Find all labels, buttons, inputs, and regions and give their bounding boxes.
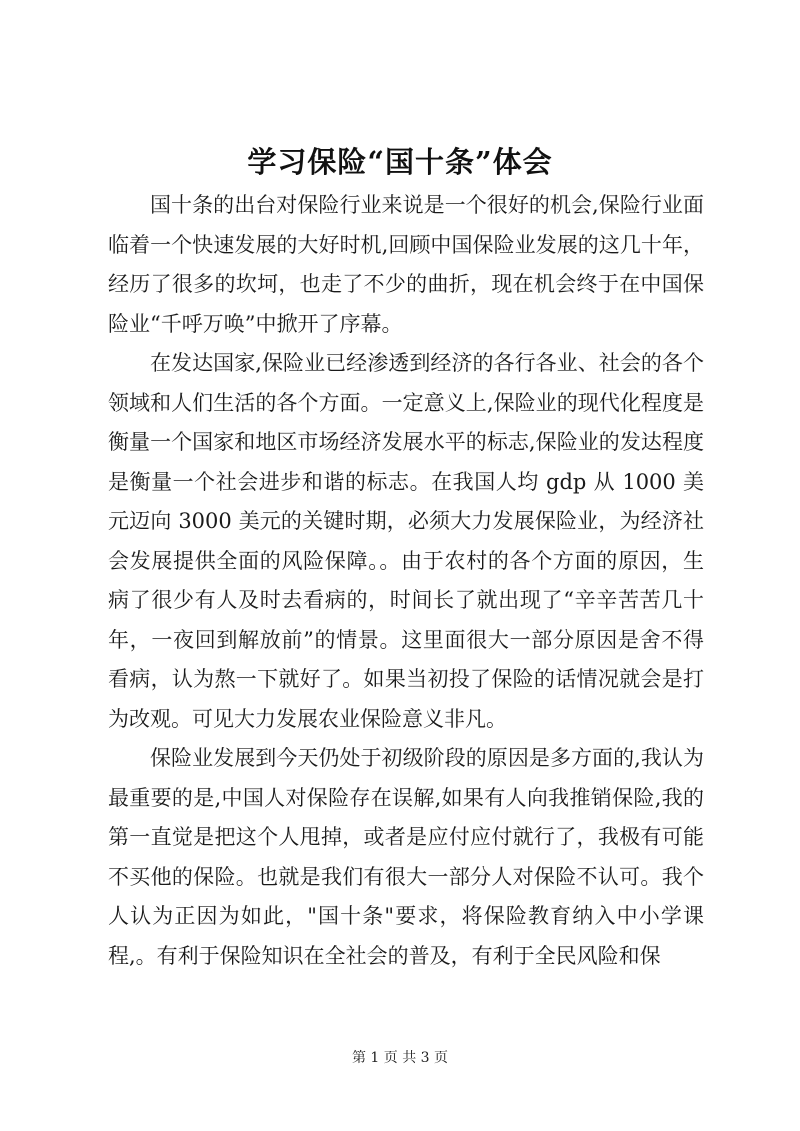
- page-footer: 第 1 页 共 3 页: [351, 1050, 449, 1066]
- paragraph-1: 国十条的出台对保险行业来说是一个很好的机会,保险行业面临着一个快速发展的大好时机,回顾中国保险业发展的这几十年，经历了很多的坎坷，也走了不少的曲折，现在机会终于在中国保险业“千呼万唤”中掀开了序幕。: [108, 193, 704, 336]
- document-title: 学习保险“国十条”体会: [247, 145, 553, 179]
- document-body: [108, 186, 704, 976]
- paragraph-2: 在发达国家,保险业已经渗透到经济的各行各业、社会的各个领域和人们生活的各个方面。一定意义上,保险业的现代化程度是衡量一个国家和地区市场经济发展水平的标志,保险业的发达程度是衡量一个社会进步和谐的标志。在我国人均 gdp 从 1000 美元迈向 3000 美元的关键时期，必须大力发展保险业，为经济社会发展提供全面的风险保障。。由于农村的各个方面的原因，生病了很少有人及时去看病的，时间长了就出现了“辛辛苦苦几十年，一夜回到解放前”的情景。这里面很大一部分原因是舍不得看病，认为熬一下就好了。如果当初投了保险的话情况就会是打为改观。可见大力发展农业保险意义非凡。: [108, 351, 704, 731]
- paragraph-3: 保险业发展到今天仍处于初级阶段的原因是多方面的,我认为最重要的是,中国人对保险存在误解,如果有人向我推销保险,我的第一直觉是把这个人甩掉，或者是应付应付就行了，我极有可能不买他的保险。也就是我们有很大一部分人对保险不认可。我个人认为正因为如此，"国十条"要求，将保险教育纳入中小学课程,。有利于保险知识在全社会的普及，有利于全民风险和保: [108, 746, 704, 968]
